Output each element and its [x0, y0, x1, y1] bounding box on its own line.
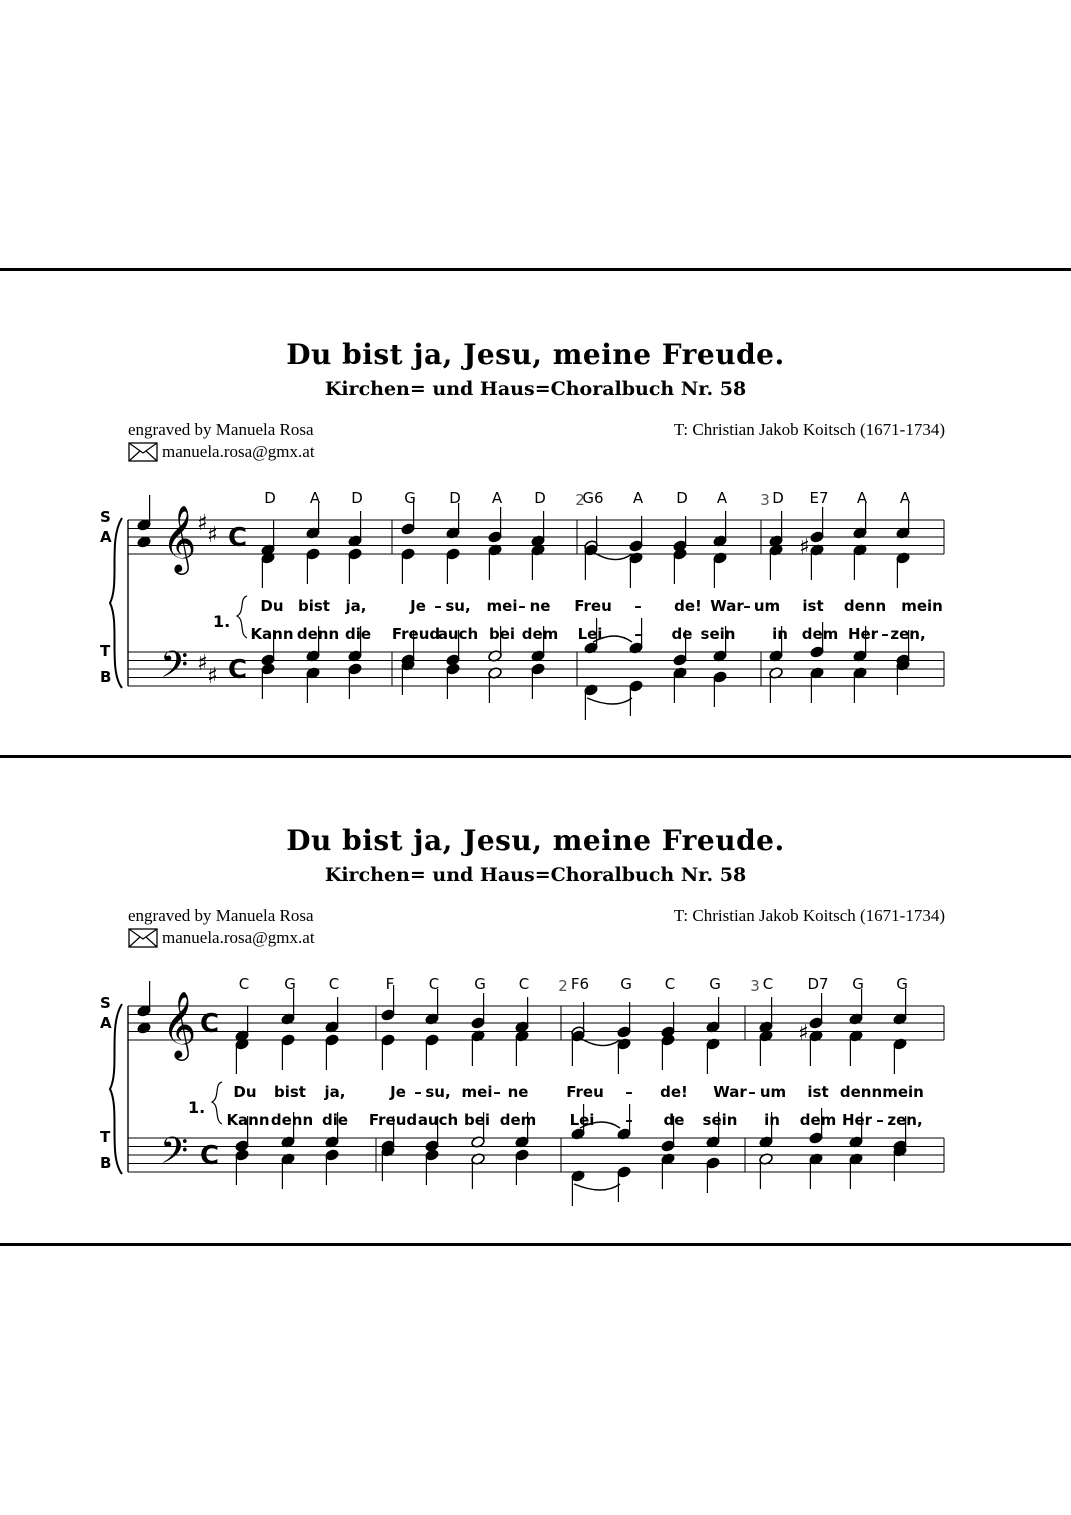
measure-number: 3	[750, 977, 760, 995]
staff-label-bass: B	[100, 668, 112, 686]
chord-symbol: D7	[807, 975, 829, 993]
lyric-syllable: mein	[901, 597, 943, 615]
lyric-syllable: de	[671, 625, 693, 643]
staff-label-soprano: S	[100, 994, 111, 1012]
piece-title: Du bist ja, Jesu, meine Freude.	[286, 824, 785, 857]
chord-symbol: A	[716, 489, 728, 507]
lyric-syllable: su,	[445, 597, 471, 615]
lyric-syllable: Freu	[566, 1083, 604, 1101]
lyric-syllable: die	[344, 625, 372, 643]
note-head	[137, 536, 152, 549]
lyric-syllable: denn	[296, 625, 340, 643]
lyric-syllable: um	[759, 1083, 787, 1101]
chord-symbol: G	[852, 975, 864, 993]
accidental-sharp: ♯	[799, 535, 810, 560]
lyric-syllable: dem	[521, 625, 559, 643]
chord-symbol: F6	[570, 975, 590, 993]
lyric-syllable: mei	[461, 1083, 493, 1101]
chord-symbol: C	[328, 975, 340, 993]
time-signature: C	[228, 523, 248, 553]
lyric-syllable: Kann	[250, 625, 294, 643]
staff-label-bass: B	[100, 1154, 112, 1172]
lyric-syllable: War	[713, 1083, 747, 1101]
piece-subtitle: Kirchen= und Haus=Choralbuch Nr. 58	[324, 378, 747, 400]
lyric-syllable: Kann	[226, 1111, 270, 1129]
lyric-syllable: Lei	[577, 625, 603, 643]
email-address: manuela.rosa@gmx.at	[162, 928, 315, 947]
lyric-syllable: ja,	[324, 1083, 346, 1101]
key-sharp-c: ♯	[207, 664, 218, 689]
lyric-syllable: in	[764, 1111, 780, 1129]
staff-label-tenor: T	[100, 642, 111, 660]
lyric-syllable: die	[321, 1111, 349, 1129]
chord-symbol: E7	[809, 489, 829, 507]
lyric-syllable: mei	[486, 597, 518, 615]
chord-symbol: D	[264, 489, 276, 507]
chord-symbol: A	[856, 489, 868, 507]
system-brace	[110, 1004, 122, 1174]
email-address: manuela.rosa@gmx.at	[162, 442, 315, 461]
verse-brace	[212, 1082, 222, 1124]
lyric-syllable: ist	[807, 1083, 829, 1101]
chord-symbol: G	[474, 975, 486, 993]
chord-symbol: C	[428, 975, 440, 993]
time-signature: C	[200, 1009, 220, 1039]
lyric-syllable: sein	[702, 1111, 738, 1129]
lyric-syllable: –	[881, 625, 889, 643]
lyric-syllable: auch	[437, 625, 479, 643]
lyric-syllable: Freud	[368, 1111, 418, 1129]
staff-label-alto: A	[100, 528, 112, 546]
lyric-syllable: zen,	[890, 625, 926, 643]
lyric-syllable: bist	[298, 597, 330, 615]
lyric-syllable: War	[710, 597, 744, 615]
accidental-sharp: ♯	[798, 1021, 809, 1046]
chord-symbol: G	[284, 975, 296, 993]
lyric-syllable: su,	[425, 1083, 451, 1101]
text-author: T: Christian Jakob Koitsch (1671-1734)	[673, 906, 945, 925]
lyric-syllable: ne	[507, 1083, 529, 1101]
lyric-syllable: –	[434, 597, 442, 615]
lyric-syllable: –	[625, 1111, 633, 1129]
measure-number: 2	[575, 491, 585, 509]
treble-clef-icon: 𝄞	[162, 990, 197, 1058]
lyric-syllable: Lei	[569, 1111, 595, 1129]
lyric-syllable: –	[743, 597, 751, 615]
lyric-syllable: Je	[410, 597, 426, 615]
lyric-syllable: –	[634, 625, 642, 643]
chord-symbol: C	[664, 975, 676, 993]
lyric-syllable: dem	[799, 1111, 837, 1129]
piece-title: Du bist ja, Jesu, meine Freude.	[286, 338, 785, 371]
score-page-c-major	[0, 762, 1071, 1242]
score-page-d-major	[0, 276, 1071, 756]
lyric-syllable: –	[414, 1083, 422, 1101]
music-system	[0, 762, 1071, 1242]
lyric-syllable: –	[493, 1083, 501, 1101]
chord-symbol: A	[899, 489, 911, 507]
chord-symbol: D	[351, 489, 363, 507]
lyric-syllable: Je	[390, 1083, 406, 1101]
slur	[587, 698, 632, 704]
chord-symbol: C	[238, 975, 250, 993]
engraver-credit: engraved by Manuela Rosa	[128, 420, 314, 439]
chord-symbol: G	[620, 975, 632, 993]
chord-symbol: A	[309, 489, 321, 507]
text-author: T: Christian Jakob Koitsch (1671-1734)	[673, 420, 945, 439]
chord-symbol: G	[404, 489, 416, 507]
verse-brace	[237, 596, 247, 638]
lyric-syllable: –	[876, 1111, 884, 1129]
lyric-syllable: mein	[882, 1083, 924, 1101]
chord-symbol: G6	[582, 489, 604, 507]
lyric-syllable: –	[748, 1083, 756, 1101]
chord-symbol: D	[772, 489, 784, 507]
engraver-credit: engraved by Manuela Rosa	[128, 906, 314, 925]
lyric-syllable: bist	[274, 1083, 306, 1101]
chord-symbol: D	[449, 489, 461, 507]
piece-subtitle: Kirchen= und Haus=Choralbuch Nr. 58	[324, 864, 747, 886]
staff-label-tenor: T	[100, 1128, 111, 1146]
lyric-syllable: de	[663, 1111, 685, 1129]
key-sharp-f: ♯	[197, 511, 208, 536]
measure-number: 3	[760, 491, 770, 509]
lyric-syllable: de!	[660, 1083, 688, 1101]
lyric-syllable: um	[753, 597, 781, 615]
slur	[580, 1038, 620, 1046]
time-signature: C	[228, 655, 248, 685]
lyric-syllable: Freud	[391, 625, 441, 643]
system-brace	[110, 518, 122, 688]
separator-rule-bottom	[0, 1243, 1071, 1246]
key-sharp-f: ♯	[197, 651, 208, 676]
lyric-syllable: –	[518, 597, 526, 615]
key-sharp-c: ♯	[207, 523, 218, 548]
note-head	[137, 1022, 152, 1035]
lyric-syllable: sein	[700, 625, 736, 643]
lyric-syllable: dem	[499, 1111, 537, 1129]
slur	[574, 1184, 620, 1190]
slur	[593, 552, 632, 560]
chord-symbol: C	[762, 975, 774, 993]
lyric-syllable: Du	[260, 597, 284, 615]
time-signature: C	[200, 1141, 220, 1171]
bass-clef-icon: 𝄢	[160, 644, 189, 695]
chord-symbol: G	[709, 975, 721, 993]
lyric-syllable: auch	[417, 1111, 459, 1129]
lyric-syllable: –	[625, 1083, 633, 1101]
measure-number: 2	[558, 977, 568, 995]
bass-clef-icon: 𝄢	[160, 1130, 189, 1181]
chord-symbol: A	[491, 489, 503, 507]
lyric-syllable: de!	[674, 597, 702, 615]
lyric-syllable: denn	[843, 597, 887, 615]
verse-number: 1.	[188, 1098, 206, 1117]
chord-symbol: G	[896, 975, 908, 993]
chord-symbol: A	[632, 489, 644, 507]
lyric-syllable: zen,	[887, 1111, 923, 1129]
lyric-syllable: ist	[802, 597, 824, 615]
lyric-syllable: bei	[488, 625, 516, 643]
lyric-syllable: Freu	[574, 597, 612, 615]
lyric-syllable: dem	[801, 625, 839, 643]
lyric-syllable: Du	[233, 1083, 257, 1101]
lyric-syllable: ne	[529, 597, 551, 615]
lyric-syllable: in	[772, 625, 788, 643]
staff-label-soprano: S	[100, 508, 111, 526]
verse-number: 1.	[213, 612, 231, 631]
lyric-syllable: ja,	[345, 597, 367, 615]
treble-clef-icon: 𝄞	[162, 504, 197, 572]
lyric-syllable: denn	[270, 1111, 314, 1129]
lyric-syllable: –	[634, 597, 642, 615]
lyric-syllable: Her	[847, 625, 879, 643]
lyric-syllable: Her	[841, 1111, 873, 1129]
lyric-syllable: denn	[839, 1083, 883, 1101]
staff-label-alto: A	[100, 1014, 112, 1032]
music-system	[0, 276, 1071, 756]
chord-symbol: D	[676, 489, 688, 507]
lyric-syllable: bei	[463, 1111, 491, 1129]
separator-rule-top	[0, 268, 1071, 271]
chord-symbol: C	[518, 975, 530, 993]
chord-symbol: D	[534, 489, 546, 507]
chord-symbol: F	[385, 975, 395, 993]
